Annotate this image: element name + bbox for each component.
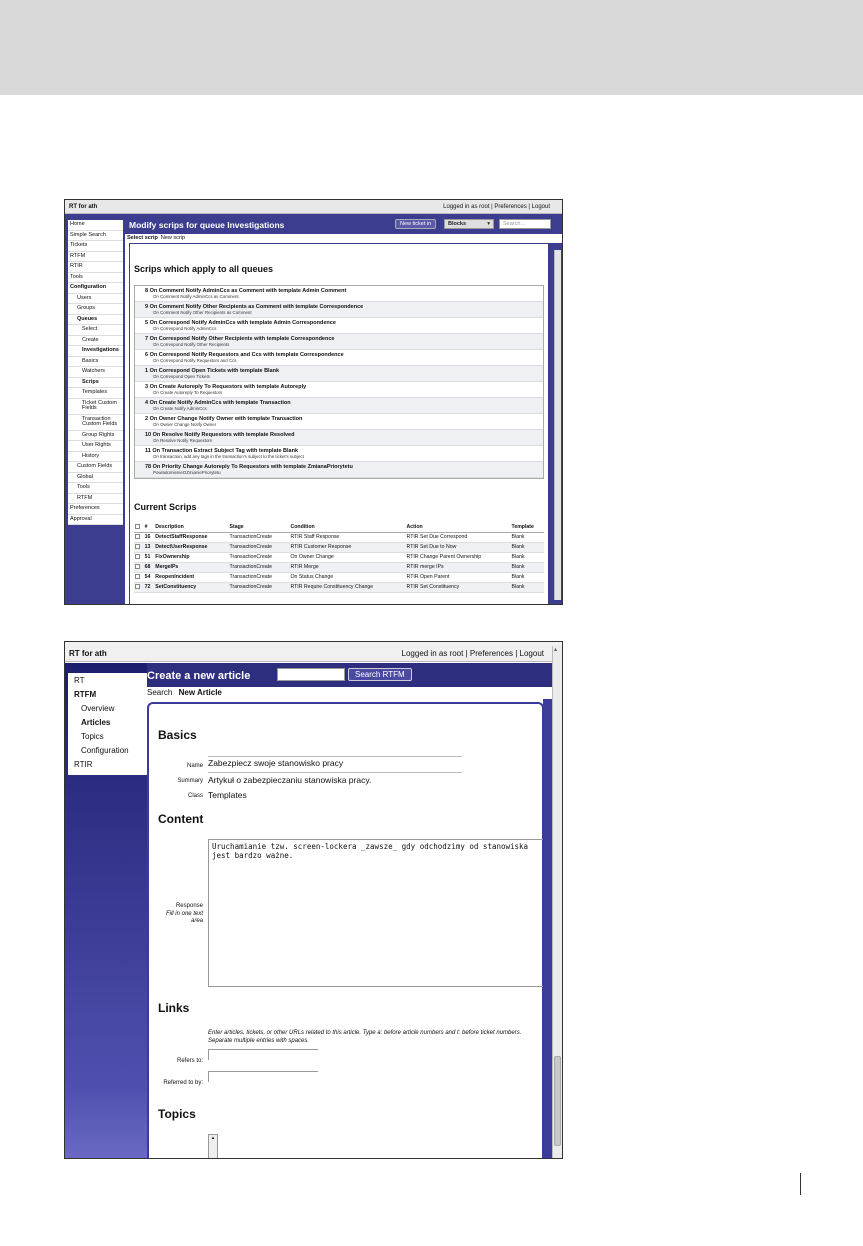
topics-listbox[interactable] xyxy=(208,1134,218,1159)
table-row xyxy=(134,562,544,572)
search-input[interactable] xyxy=(277,668,345,681)
scrip-row[interactable] xyxy=(135,286,543,302)
scrip-title[interactable]: 78 On Priority Change Autoreply To Requestors with template ZmianaPriorytetu xyxy=(145,464,353,470)
cell-template: Blank xyxy=(511,582,544,592)
cell-desc[interactable]: DetectUserResponse xyxy=(154,542,228,552)
topics-heading: Topics xyxy=(158,1107,196,1121)
scrip-description: On Correspond Notify AdminCcs xyxy=(153,326,217,331)
scrip-description: PowiadomienieOZmianiePriorytetu xyxy=(153,470,221,475)
scrip-description: On Correspond Notify Other Recipients xyxy=(153,342,230,347)
cell-desc[interactable]: SetConstituency xyxy=(154,582,228,592)
sidebar-item[interactable]: Articles xyxy=(81,718,111,727)
row-select-cell xyxy=(134,582,144,592)
column-header: Action xyxy=(406,523,511,532)
scrip-title[interactable]: 9 On Comment Notify Other Recipients as Comment with template Correspondence xyxy=(145,304,364,310)
screenshot-scrips xyxy=(64,199,563,605)
main-content xyxy=(129,243,549,605)
name-field-border xyxy=(208,756,462,757)
scrip-title[interactable]: 8 On Comment Notify AdminCcs as Comment with template Admin Comment xyxy=(145,288,347,294)
scrip-row[interactable] xyxy=(135,318,543,334)
table-row xyxy=(134,542,544,552)
page-header-band xyxy=(0,0,863,95)
sidebar-item[interactable]: Configuration xyxy=(68,283,123,294)
scrip-description: On Create Notify AdminCcs xyxy=(153,406,207,411)
scrip-row[interactable] xyxy=(135,382,543,398)
scrip-description: On transaction, add any tags in the transaction's subject to the ticket's subject xyxy=(153,454,304,459)
links-heading: Links xyxy=(158,1001,190,1015)
sidebar-item[interactable]: RTFM xyxy=(68,494,123,505)
cell-id[interactable]: 54 xyxy=(144,572,155,582)
sidebar-item[interactable]: RTFM xyxy=(74,690,97,699)
cell-template: Blank xyxy=(511,552,544,562)
scrip-description: On Create Autoreply To Requestors xyxy=(153,390,223,395)
sidebar-item[interactable]: History xyxy=(68,452,123,463)
table-row xyxy=(134,532,544,542)
scroll-up-icon: ▴ xyxy=(211,1135,215,1141)
subnav xyxy=(147,687,562,699)
user-bar[interactable]: Logged in as root | Preferences | Logout xyxy=(401,649,544,658)
links-help: Enter articles, tickets, or other URLs related to this article. Type a: before article numbers and t: before ticket numbers. Separate multiple entries with spaces. xyxy=(208,1030,522,1044)
sidebar-item[interactable]: Tools xyxy=(68,273,123,284)
summary-field[interactable]: Artykuł o zabezpieczaniu stanowiska pracy. xyxy=(208,775,372,785)
scrip-title[interactable]: 1 On Correspond Open Tickets with template Blank xyxy=(145,368,280,374)
scrip-row[interactable] xyxy=(135,302,543,318)
scrip-row[interactable] xyxy=(135,398,543,414)
cell-action: RTIR Set Due to Now xyxy=(406,542,511,552)
sidebar-item[interactable]: Overview xyxy=(81,704,115,713)
cell-template: Blank xyxy=(511,532,544,542)
scrip-title[interactable]: 6 On Correspond Notify Requestors and Ccs with template Correspondence xyxy=(145,352,344,358)
cell-template: Blank xyxy=(511,562,544,572)
top-bar xyxy=(65,200,562,214)
name-label: Name xyxy=(186,763,203,769)
current-scrips-heading: Current Scrips xyxy=(134,502,197,512)
sidebar xyxy=(65,214,125,605)
sidebar-item[interactable]: Scrips xyxy=(68,378,123,389)
sidebar-item[interactable]: Templates xyxy=(68,388,123,399)
column-header: Template xyxy=(511,523,544,532)
row-select-cell xyxy=(134,562,144,572)
scrip-description: On Resolve Notify Requestors xyxy=(153,438,213,443)
response-label: Response xyxy=(175,903,203,909)
sidebar-item[interactable]: RTIR xyxy=(68,262,123,273)
cell-id[interactable]: 13 xyxy=(144,542,155,552)
cell-action: RTIR Set Due Correspond xyxy=(406,532,511,542)
sidebar-item[interactable]: Global xyxy=(68,473,123,484)
scrip-title[interactable]: 10 On Resolve Notify Requestors with template Resolved xyxy=(145,432,295,438)
app-title: RT for ath xyxy=(69,649,107,658)
scrip-row[interactable] xyxy=(135,366,543,382)
cell-action: RTIR Open Parent xyxy=(406,572,511,582)
class-label: Class xyxy=(187,793,203,799)
sidebar-item[interactable]: Configuration xyxy=(81,746,129,755)
cell-desc[interactable]: DetectStaffResponse xyxy=(154,532,228,542)
main-content xyxy=(147,702,544,1159)
sidebar xyxy=(65,663,147,1159)
row-select-cell xyxy=(134,552,144,562)
refers-to-input[interactable] xyxy=(208,1049,318,1060)
all-queues-scrip-list xyxy=(134,285,544,479)
queue-select[interactable] xyxy=(444,219,494,229)
subnav-search[interactable]: Search xyxy=(147,688,173,697)
scrip-description: On Owner Change Notify Owner xyxy=(153,422,217,427)
cell-stage: TransactionCreate xyxy=(229,552,290,562)
cell-action: RTIR merge IPs xyxy=(406,562,511,572)
row-checkbox[interactable] xyxy=(135,544,140,549)
sidebar-item[interactable]: Investigations xyxy=(68,346,123,357)
class-value: Templates xyxy=(208,790,247,800)
scrip-title[interactable]: 4 On Create Notify AdminCcs with template Transaction xyxy=(145,400,291,406)
sidebar-item[interactable]: Tickets xyxy=(68,241,123,252)
sidebar-item[interactable]: Tools xyxy=(68,483,123,494)
page-header xyxy=(125,214,562,234)
page-title: Modify scrips for queue Investigations xyxy=(129,220,285,230)
cell-id[interactable]: 16 xyxy=(144,532,155,542)
scrollbar-thumb[interactable] xyxy=(554,1056,561,1146)
cell-action: RTIR Set Constituency xyxy=(406,582,511,592)
queue-select-value: Blocks xyxy=(448,221,467,227)
app-title: RT for ath xyxy=(69,204,98,210)
table-row xyxy=(134,552,544,562)
referred-by-input[interactable] xyxy=(208,1071,318,1082)
sidebar-item[interactable]: Groups xyxy=(68,304,123,315)
name-field-bottom xyxy=(208,772,462,773)
search-input[interactable]: Search... xyxy=(499,219,551,229)
cell-condition: RTIR Merge xyxy=(289,562,405,572)
content-heading: Content xyxy=(158,812,204,826)
scrip-description: On Correspond Notify Requestors and Ccs xyxy=(153,358,237,363)
row-checkbox[interactable] xyxy=(135,534,140,539)
sidebar-item[interactable]: Topics xyxy=(81,732,104,741)
sidebar-item[interactable]: RTIR xyxy=(74,760,93,769)
column-header: Condition xyxy=(289,523,405,532)
new-ticket-button[interactable]: New ticket in xyxy=(395,219,436,229)
scrip-description: On Comment Notify Other Recipients as Comment xyxy=(153,310,252,315)
row-checkbox[interactable] xyxy=(135,584,140,589)
cell-id[interactable]: 72 xyxy=(144,582,155,592)
cell-condition: RTIR Staff Response xyxy=(289,532,405,542)
cell-action: RTIR Change Parent Ownership xyxy=(406,552,511,562)
chevron-down-icon: ▾ xyxy=(487,221,490,227)
cell-desc[interactable]: FixOwnership xyxy=(154,552,228,562)
column-header: # xyxy=(144,523,155,532)
scrip-row[interactable] xyxy=(135,350,543,366)
screenshot-article xyxy=(64,641,563,1159)
scrollbar[interactable] xyxy=(552,646,562,1159)
top-bar xyxy=(65,642,562,662)
cell-stage: TransactionCreate xyxy=(229,562,290,572)
row-select-cell xyxy=(134,542,144,552)
response-textarea[interactable]: Uruchamianie tzw. screen-lockera _zawsze_ gdy odchodzimy od stanowiska jest bardzo ważne. xyxy=(208,839,550,987)
scrip-description: On Correspond Open Tickets xyxy=(153,374,210,379)
sidebar-item[interactable]: Transaction Custom Fields xyxy=(68,415,123,431)
sidebar-item[interactable]: Approval xyxy=(68,515,123,526)
cell-stage: TransactionCreate xyxy=(229,532,290,542)
name-field[interactable]: Zabezpiecz swoje stanowisko pracy xyxy=(208,758,344,768)
sidebar-menu xyxy=(68,220,123,525)
sidebar-item[interactable]: RTFM xyxy=(68,252,123,263)
search-rtfm-button[interactable]: Search RTFM xyxy=(348,668,412,681)
scrip-row[interactable] xyxy=(135,446,543,462)
sidebar-item[interactable]: Select xyxy=(68,325,123,336)
refers-to-label: Refers to: xyxy=(176,1058,203,1064)
select-all-checkbox[interactable] xyxy=(135,524,140,529)
response-hint: Fill in one text area xyxy=(165,911,203,924)
sidebar-item[interactable]: Create xyxy=(68,336,123,347)
scrip-row[interactable] xyxy=(135,430,543,446)
sidebar-item[interactable]: Custom Fields xyxy=(68,462,123,473)
basics-heading: Basics xyxy=(158,728,197,742)
sidebar-item[interactable]: Basics xyxy=(68,357,123,368)
cell-condition: On Owner Change xyxy=(289,552,405,562)
cell-id[interactable]: 68 xyxy=(144,562,155,572)
cell-template: Blank xyxy=(511,572,544,582)
sidebar-item[interactable]: Queues xyxy=(68,315,123,326)
scrip-description: On Comment Notify AdminCcs as Comment xyxy=(153,294,239,299)
scrip-title[interactable]: 2 On Owner Change Notify Owner with template Transaction xyxy=(145,416,303,422)
scrollbar[interactable] xyxy=(554,250,561,600)
cell-condition: RTIR Customer Response xyxy=(289,542,405,552)
select-all-column xyxy=(134,523,144,532)
row-select-cell xyxy=(134,532,144,542)
row-checkbox[interactable] xyxy=(135,574,140,579)
scroll-up-icon: ▴ xyxy=(554,647,558,653)
column-header: Stage xyxy=(229,523,290,532)
page-title: Create a new article xyxy=(147,670,251,682)
cell-desc[interactable]: MergeIPs xyxy=(154,562,228,572)
subnav-new-article[interactable]: New Article xyxy=(178,688,222,697)
scrip-title[interactable]: 11 On Transaction Extract Subject Tag with template Blank xyxy=(145,448,299,454)
cell-stage: TransactionCreate xyxy=(229,582,290,592)
sidebar-item[interactable]: Group Rights xyxy=(68,431,123,442)
scrip-row[interactable] xyxy=(135,334,543,350)
scrip-row[interactable] xyxy=(135,462,543,478)
row-checkbox[interactable] xyxy=(135,554,140,559)
sidebar-item[interactable]: RT xyxy=(74,676,85,685)
scrip-title[interactable]: 3 On Create Autoreply To Requestors with template Autoreply xyxy=(145,384,307,390)
sidebar-item[interactable]: Ticket Custom Fields xyxy=(68,399,123,415)
row-select-cell xyxy=(134,572,144,582)
current-scrips-table xyxy=(134,523,544,593)
cell-stage: TransactionCreate xyxy=(229,542,290,552)
sidebar-item[interactable]: Watchers xyxy=(68,367,123,378)
sidebar-item[interactable]: User Rights xyxy=(68,441,123,452)
table-row xyxy=(134,572,544,582)
cell-template: Blank xyxy=(511,542,544,552)
subnav-select-scrip[interactable]: Select scrip xyxy=(127,235,158,241)
scrip-title[interactable]: 7 On Correspond Notify Other Recipients with template Correspondence xyxy=(145,336,335,342)
cell-condition: On Status Change xyxy=(289,572,405,582)
cell-desc[interactable]: ReopenIncident xyxy=(154,572,228,582)
page-margin-rule xyxy=(800,1173,801,1195)
page-header xyxy=(147,663,562,687)
sidebar-item[interactable]: Users xyxy=(68,294,123,305)
subnav-new-scrip[interactable]: New scrip xyxy=(160,235,186,241)
scrip-row[interactable] xyxy=(135,414,543,430)
table-row xyxy=(134,582,544,592)
scrip-title[interactable]: 5 On Correspond Notify AdminCcs with template Admin Correspondence xyxy=(145,320,336,326)
column-header: Description xyxy=(154,523,228,532)
cell-id[interactable]: 51 xyxy=(144,552,155,562)
user-bar[interactable]: Logged in as root | Preferences | Logout xyxy=(443,204,550,210)
summary-label: Summary xyxy=(177,778,203,784)
cell-stage: TransactionCreate xyxy=(229,572,290,582)
sidebar-item[interactable]: Simple Search xyxy=(68,231,123,242)
cell-condition: RTIR Require Constituency Change xyxy=(289,582,405,592)
sidebar-menu xyxy=(68,673,147,775)
all-queues-heading: Scrips which apply to all queues xyxy=(134,264,274,274)
sidebar-item[interactable]: Home xyxy=(68,220,123,231)
sidebar-item[interactable]: Preferences xyxy=(68,504,123,515)
referred-by-label: Referred to by: xyxy=(163,1080,203,1086)
subnav xyxy=(125,234,562,243)
row-checkbox[interactable] xyxy=(135,564,140,569)
